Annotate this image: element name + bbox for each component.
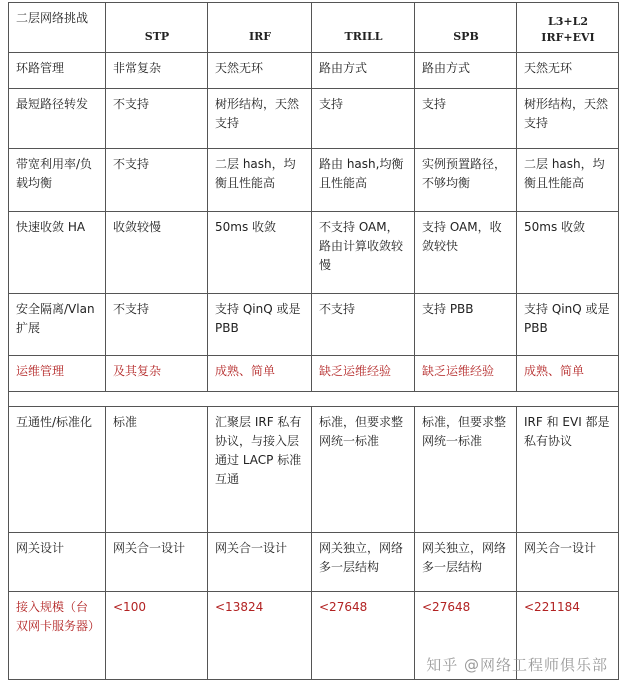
table-cell: 不支持 (106, 294, 208, 356)
table-divider (9, 392, 619, 407)
table-row (9, 212, 619, 294)
table-row-highlighted (9, 356, 619, 392)
table-cell: 树形结构，天然支持 (517, 89, 619, 149)
table-cell: 路由方式 (415, 53, 517, 89)
column-header-spb: SPB (415, 3, 517, 53)
table-cell: <27648 (415, 592, 517, 680)
table-cell: 不支持 OAM，路由计算收敛较慢 (312, 212, 415, 294)
table-cell: 缺乏运维经验 (415, 356, 517, 392)
divider-cell (9, 392, 619, 407)
table-cell: 支持 (415, 89, 517, 149)
corner-header-cell: 二层网络挑战 (9, 3, 106, 53)
table-cell: 网关合一设计 (106, 533, 208, 592)
table-cell: <13824 (208, 592, 312, 680)
header-row (9, 3, 619, 53)
table-cell: 树形结构，天然支持 (208, 89, 312, 149)
table-cell: 支持 QinQ 或是 PBB (517, 294, 619, 356)
comparison-table (8, 2, 619, 680)
table-cell: 路由 hash,均衡且性能高 (312, 149, 415, 212)
table-row (9, 149, 619, 212)
table-cell: 天然无环 (517, 53, 619, 89)
row-label: 环路管理 (9, 53, 106, 89)
table-cell: 不支持 (312, 294, 415, 356)
table-cell: 实例预置路径，不够均衡 (415, 149, 517, 212)
table-cell: 支持 QinQ 或是 PBB (208, 294, 312, 356)
table-cell: 标准 (106, 407, 208, 533)
row-label: 最短路径转发 (9, 89, 106, 149)
column-header-stp: STP (106, 3, 208, 53)
table-cell: 收敛较慢 (106, 212, 208, 294)
table-cell: 网关合一设计 (517, 533, 619, 592)
table-cell: 网关独立，网络多一层结构 (312, 533, 415, 592)
table-cell: 不支持 (106, 149, 208, 212)
table-cell: 50ms 收敛 (208, 212, 312, 294)
table-cell: 标准，但要求整网统一标准 (415, 407, 517, 533)
row-label: 带宽利用率/负载均衡 (9, 149, 106, 212)
column-header-l3-l2: L3+L2 IRF+EVI (517, 3, 619, 53)
column-header-trill: TRILL (312, 3, 415, 53)
row-label: 互通性/标准化 (9, 407, 106, 533)
row-label: 运维管理 (9, 356, 106, 392)
table-cell: 二层 hash，均衡且性能高 (517, 149, 619, 212)
table-cell: 天然无环 (208, 53, 312, 89)
row-label: 安全隔离/Vlan 扩展 (9, 294, 106, 356)
comparison-document (8, 2, 618, 688)
table-cell: 及其复杂 (106, 356, 208, 392)
table-cell: 50ms 收敛 (517, 212, 619, 294)
watermark-text: 知乎 @网络工程师俱乐部 (426, 656, 608, 674)
table-cell: 成熟、简单 (208, 356, 312, 392)
table-cell: IRF 和 EVI 都是私有协议 (517, 407, 619, 533)
table-row (9, 89, 619, 149)
table-cell: 网关独立，网络多一层结构 (415, 533, 517, 592)
column-header-irf: IRF (208, 3, 312, 53)
table-cell: 标准，但要求整网统一标准 (312, 407, 415, 533)
row-label: 接入规模（台双网卡服务器） (9, 592, 106, 680)
table-cell: <100 (106, 592, 208, 680)
table-cell: 支持 PBB (415, 294, 517, 356)
table-row (9, 294, 619, 356)
table-cell: 汇聚层 IRF 私有协议，与接入层通过 LACP 标准互通 (208, 407, 312, 533)
table-row (9, 533, 619, 592)
table-cell: <27648 (312, 592, 415, 680)
table-cell: 路由方式 (312, 53, 415, 89)
table-cell: 成熟、简单 (517, 356, 619, 392)
table-row (9, 407, 619, 533)
row-label: 快速收敛 HA (9, 212, 106, 294)
table-cell: 网关合一设计 (208, 533, 312, 592)
table-cell: <221184 (517, 592, 619, 680)
table-row (9, 53, 619, 89)
row-label: 网关设计 (9, 533, 106, 592)
table-cell: 支持 (312, 89, 415, 149)
table-cell: 不支持 (106, 89, 208, 149)
table-cell: 非常复杂 (106, 53, 208, 89)
table-cell: 缺乏运维经验 (312, 356, 415, 392)
table-cell: 二层 hash，均衡且性能高 (208, 149, 312, 212)
table-cell: 支持 OAM，收敛较快 (415, 212, 517, 294)
